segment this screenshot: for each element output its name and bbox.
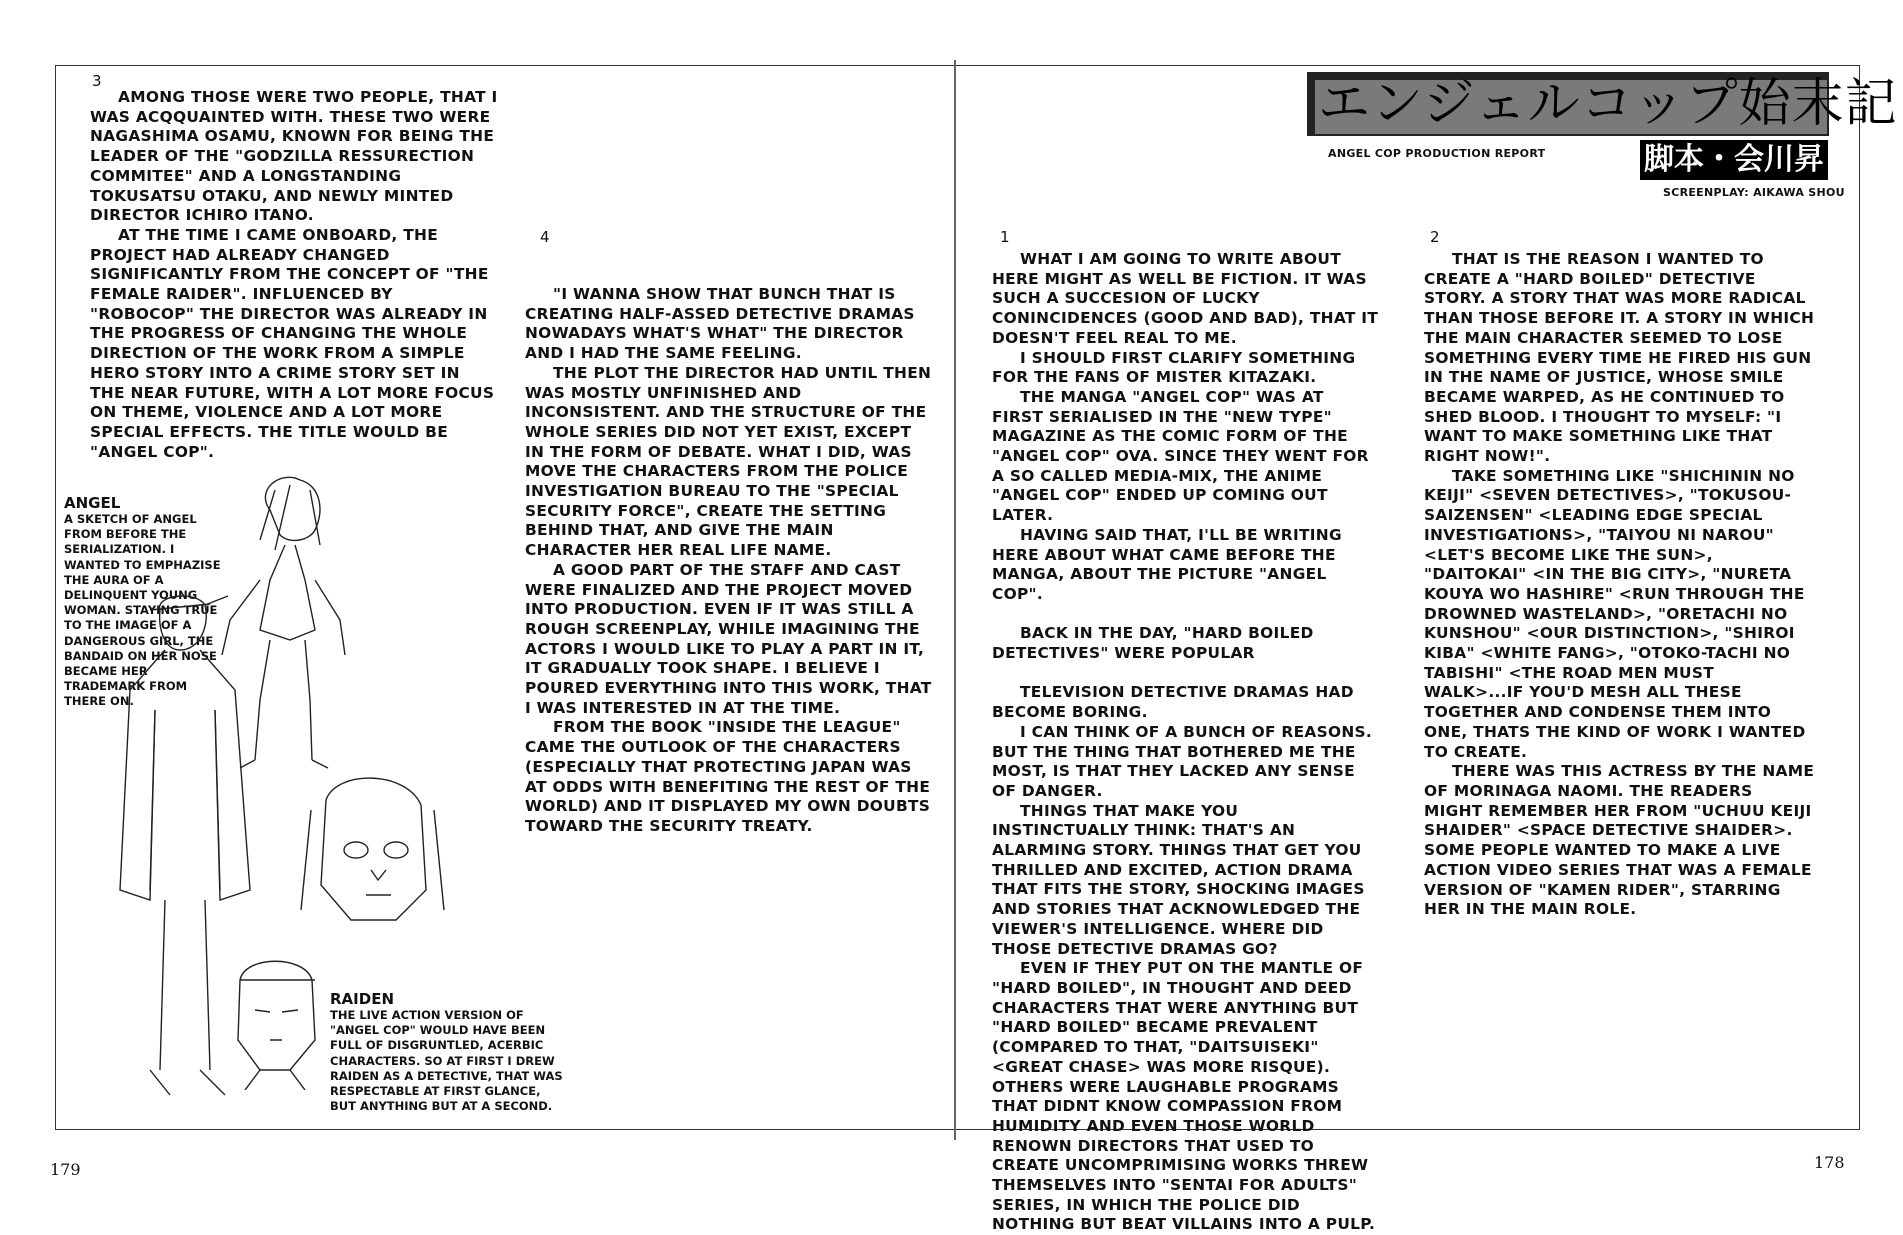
raiden-caption-title: RAIDEN (330, 990, 394, 1008)
page-number-left: 179 (50, 1160, 81, 1179)
screenplay-label: SCREENPLAY: AIKAWA SHOU (1663, 186, 1845, 199)
column-number-1: 1 (1000, 228, 1010, 246)
page-gutter (954, 60, 956, 1140)
byline-jp: 脚本・会川昇 (1640, 140, 1828, 180)
raiden-face-sketch (220, 950, 330, 1090)
paragraph: EVEN IF THEY PUT ON THE MANTLE OF "HARD BOILED", IN THOUGHT AND DEED CHARACTERS THAT WERE ANYTHING BUT "HARD BOILED" BECAME PREVALENT (COMPARED TO THAT, "DAITSUISEKI" <GREAT CHASE> WAS MORE RISQUE). OTHERS WERE LAUGHABLE PROGRAMS THAT DIDNT KNOW COMPASSION FROM HUMIDITY AND EVEN THOSE WORLD RENOWN DIRECTORS THAT USED TO CREATE UNCOMPRIMISING WORKS THREW THEMSELVES INTO "SENTAI FOR ADULTS" SERIES, IN WHICH THE POLICE DID NOTHING BUT BEAT VILLAINS INTO A PULP. (992, 959, 1376, 1234)
report-label: ANGEL COP PRODUCTION REPORT (1328, 147, 1546, 160)
paragraph: HAVING SAID THAT, I'LL BE WRITING HERE ABOUT WHAT CAME BEFORE THE MANGA, ABOUT THE PICTURE "ANGEL COP". (992, 525, 1342, 603)
paragraph: I CAN THINK OF A BUNCH OF REASONS. BUT THE THING THAT BOTHERED ME THE MOST, IS THAT THEY LACKED ANY SENSE OF DANGER. (992, 722, 1373, 800)
column-number-3: 3 (92, 72, 102, 90)
raiden-caption (330, 990, 570, 1114)
column-3-text (90, 88, 498, 462)
paragraph: THERE WAS THIS ACTRESS BY THE NAME OF MORINAGA NAOMI. THE READERS MIGHT REMEMBER HER FROM "UCHUU KEIJI SHAIDER" <SPACE DETECTIVE SHAIDER>. SOME PEOPLE WANTED TO MAKE A LIVE ACTION VIDEO SERIES THAT WAS A FEMALE VERSION OF "KAMEN RIDER", STARRING HER IN THE MAIN ROLE. (1424, 762, 1815, 919)
angel-face-sketch (296, 770, 446, 930)
paragraph: "I WANNA SHOW THAT BUNCH THAT IS CREATING HALF-ASSED DETECTIVE DRAMAS NOWADAYS WHAT'S WHAT" THE DIRECTOR AND I HAD THE SAME FEELING. (525, 285, 915, 363)
paragraph: THINGS THAT MAKE YOU INSTINCTUALLY THINK: THAT'S AN ALARMING STORY. THINGS THAT GET YOU THRILLED AND EXCITED, ACTION DRAMA THAT FITS THE STORY, SHOCKING IMAGES AND STORIES THAT ACKNOWLEDGED THE VIEWER'S INTELLIGENCE. WHERE DID THOSE DETECTIVE DRAMAS GO? (992, 801, 1365, 958)
page-number-right: 178 (1814, 1153, 1845, 1172)
paragraph: AT THE TIME I CAME ONBOARD, THE PROJECT HAD ALREADY CHANGED SIGNIFICANTLY FROM THE CONCEPT OF "THE FEMALE RAIDER". INFLUENCED BY "ROBOCOP" THE DIRECTOR WAS ALREADY IN THE PROGRESS OF CHANGING THE WHOLE DIRECTION OF THE WORK FROM A SIMPLE HERO STORY INTO A CRIME STORY SET IN THE NEAR FUTURE, WITH A LOT MORE FOCUS ON THEME, VIOLENCE AND A LOT MORE SPECIAL EFFECTS. THE TITLE WOULD BE "ANGEL COP". (90, 225, 495, 461)
column-1-text (992, 250, 1380, 1235)
paragraph: AMONG THOSE WERE TWO PEOPLE, THAT I WAS ACQQUAINTED WITH. THESE TWO WERE NAGASHIMA OSAMU, KNOWN FOR BEING THE LEADER OF THE "GODZILLA RESSURECTION COMMITEE" AND A LONGSTANDING TOKUSATSU OTAKU, AND NEWLY MINTED DIRECTOR ICHIRO ITANO. (90, 88, 498, 225)
paragraph: WHAT I AM GOING TO WRITE ABOUT HERE MIGHT AS WELL BE FICTION. IT WAS SUCH A SUCCESION OF LUCKY CONINCIDENCES (GOOD AND BAD), THAT IT DOESN'T FEEL REAL TO ME. (992, 250, 1379, 347)
paragraph: A GOOD PART OF THE STAFF AND CAST WERE FINALIZED AND THE PROJECT MOVED INTO PRODUCTION. EVEN IF IT WAS STILL A ROUGH SCREENPLAY, WHILE IMAGINING THE ACTORS I WOULD LIKE TO PLAY A PART IN IT, IT GRADUALLY TOOK SHAPE. I BELIEVE I POURED EVERYTHING INTO THIS WORK, THAT I WAS INTERESTED IN AT THE TIME. (525, 560, 932, 717)
raiden-caption-text: THE LIVE ACTION VERSION OF "ANGEL COP" WOULD HAVE BEEN FULL OF DISGRUNTLED, ACERBIC CHARACTERS. SO AT FIRST I DREW RAIDEN AS A DETECTIVE, THAT WAS RESPECTABLE AT FIRST GLANCE, BUT ANYTHING BUT AT A SECOND. (330, 1008, 563, 1114)
angel-caption-title: ANGEL (64, 494, 121, 512)
paragraph: I SHOULD FIRST CLARIFY SOMETHING FOR THE FANS OF MISTER KITAZAKI. (992, 348, 1356, 387)
angel-caption-text: A SKETCH OF ANGEL FROM BEFORE THE SERIALIZATION. I WANTED TO EMPHAZISE THE AURA OF A DELINQUENT YOUNG WOMAN. STAYING TRUE TO THE IMAGE OF A DANGEROUS GIRL, THE BANDAID ON HER NOSE BECAME HER TRADEMARK FROM THERE ON. (64, 512, 221, 709)
column-2-text (1424, 250, 1816, 920)
page-title: エンジェルコップ始末記 (1318, 74, 1898, 134)
paragraph: THE MANGA "ANGEL COP" WAS AT FIRST SERIALISED IN THE "NEW TYPE" MAGAZINE AS THE COMIC FORM OF THE "ANGEL COP" OVA. SINCE THEY WENT FOR A SO CALLED MEDIA-MIX, THE ANIME "ANGEL COP" ENDED UP COMING OUT LATER. (992, 387, 1369, 525)
paragraph: THE PLOT THE DIRECTOR HAD UNTIL THEN WAS MOSTLY UNFINISHED AND INCONSISTENT. AND THE STRUCTURE OF THE WHOLE SERIES DID NOT YET EXIST, EXCEPT IN THE FORM OF DEBATE. WHAT I DID, WAS MOVE THE CHARACTERS FROM THE POLICE INVESTIGATION BUREAU TO THE "SPECIAL SECURITY FORCE", CREATE THE SETTING BEHIND THAT, AND GIVE THE MAIN CHARACTER HER REAL LIFE NAME. (525, 363, 932, 560)
column-4-text (525, 285, 933, 837)
column-number-2: 2 (1430, 228, 1440, 246)
paragraph: THAT IS THE REASON I WANTED TO CREATE A "HARD BOILED" DETECTIVE STORY. A STORY THAT WAS MORE RADICAL THAN THOSE BEFORE IT. A STORY IN WHICH THE MAIN CHARACTER SEEMED TO LOSE SOMETHING EVERY TIME HE FIRED HIS GUN IN THE NAME OF JUSTICE, WHOSE SMILE BECAME WARPED, AS HE CONTINUED TO SHED BLOOD. I THOUGHT TO MYSELF: "I WANT TO MAKE SOMETHING LIKE THAT RIGHT NOW!". (1424, 250, 1815, 466)
paragraph: FROM THE BOOK "INSIDE THE LEAGUE" CAME THE OUTLOOK OF THE CHARACTERS (ESPECIALLY THAT PROTECTING JAPAN WAS AT ODDS WITH BENEFITING THE REST OF THE WORLD) AND IT DISPLAYED MY OWN DOUBTS TOWARD THE SECURITY TREATY. (525, 718, 931, 835)
paragraph: TAKE SOMETHING LIKE "SHICHININ NO KEIJI" <SEVEN DETECTIVES>, "TOKUSOU-SAIZENSEN" <LEADING EDGE SPECIAL INVESTIGATIONS>, "TAIYOU NI NAROU" <LET'S BECOME LIKE THE SUN>, "DAITOKAI" <IN THE BIG CITY>, "NURETA KOUYA WO HASHIRE" <RUN THROUGH THE DROWNED WASTELAND>, "ORETACHI NO KUNSHOU" <OUR DISTINCTION>, "SHIROI KIBA" <WHITE FANG>, "OTOKO-TACHI NO TABISHI" <THE ROAD MEN MUST WALK>...IF YOU'D MESH ALL THESE TOGETHER AND CONDENSE THEM INTO ONE, THATS THE KIND OF WORK I WANTED TO CREATE. (1424, 466, 1806, 761)
section-heading: BACK IN THE DAY, "HARD BOILED DETECTIVES" WERE POPULAR (992, 624, 1314, 663)
paragraph: TELEVISION DETECTIVE DRAMAS HAD BECOME BORING. (992, 683, 1354, 722)
column-number-4: 4 (540, 228, 550, 246)
